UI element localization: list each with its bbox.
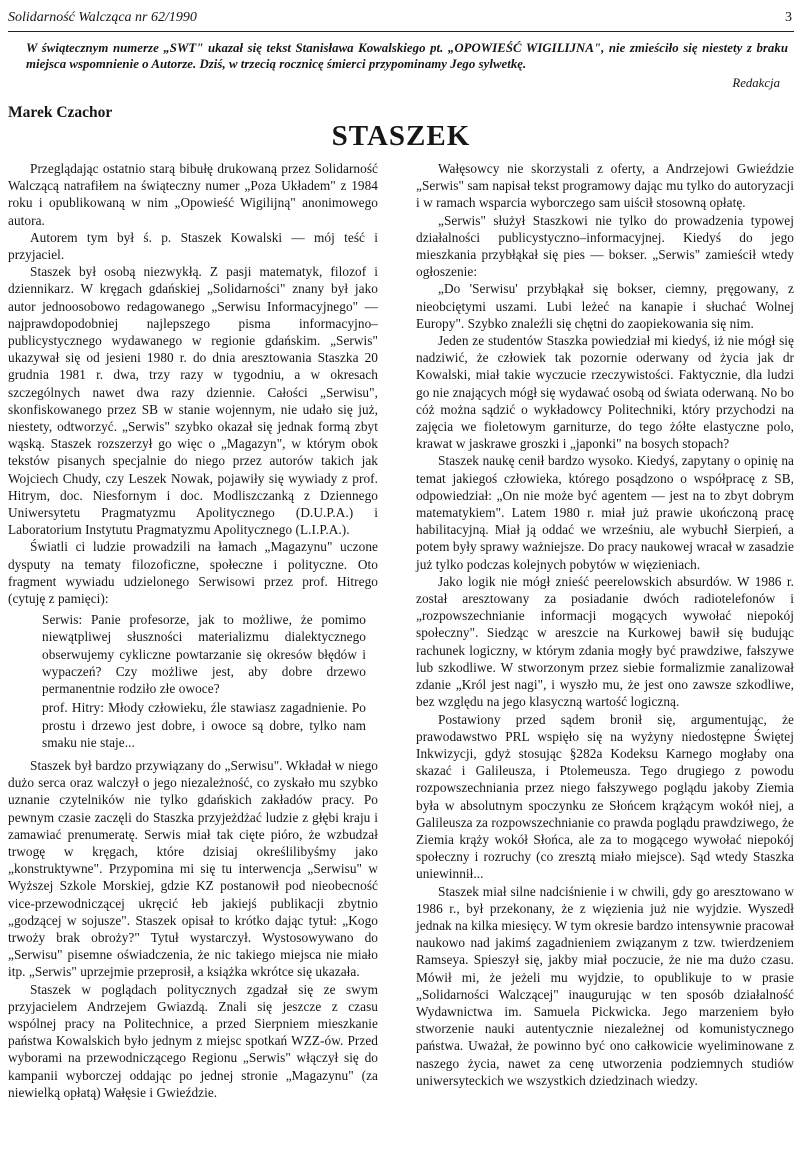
paragraph: Światli ci ludzie prowadzili na łamach „Magazynu" uczone dysputy na tematy filozoficzne, społeczne i polityczne. Oto fragment wywiadu udzielonego Serwisowi przez prof. Hitrego (cytuję z pamięci):: [8, 539, 378, 607]
paragraph: Autorem tym był ś. p. Staszek Kowalski — mój teść i przyjaciel.: [8, 229, 378, 263]
paragraph: Jako logik nie mógł znieść peerelowskich absurdów. W 1986 r. został aresztowany za posiadanie dwóch radiotelefonów i „rozpowszechnianie informacji mogących wywołać niepokój społeczny". Siedząc w areszcie na Kurkowej bawił się budując rachunek logiczny, w którym zdania mogły być prawdziwe, fałszywe lub szkodliwe. W stworzonym przez siebie formalizmie zanalizował zdanie „Król jest nagi", i wyszło mu, że jest ono zawsze szkodliwe, bez względu na jego klasyczną wartość logiczną.: [416, 573, 794, 710]
paragraph: Wałęsowcy nie skorzystali z oferty, a Andrzejowi Gwieździe „Serwis" sam napisał tekst programowy dając mu tylko do autoryzacji i w ramach wsparcia wyborczego sam uiścił stosowną opłatę.: [416, 161, 794, 211]
journal-issue: Solidarność Walcząca nr 62/1990: [8, 10, 197, 25]
page-number: 3: [785, 10, 792, 25]
interview-quote: [42, 611, 366, 751]
paragraph: Staszek miał silne nadciśnienie i w chwili, gdy go aresztowano w 1986 r., był przekonany, że z więzienia już nie wyjdzie. Wyszedł jednak na kilka miesięcy. W tym okresie bardzo intensywnie pracował naukowo nad jakimś zagadnieniem związanym z tzw. twierdzeniem Ramseya. Spieszył się, jakby miał poczucie, że nie ma dużo czasu. Mówił mi, że jeżeli mu wyjdzie, to opublikuje to w prasie „Solidarności Walczącej" inaugurując w ten sposób działalność Wydawnictwa im. Samuela Pickwicka. Jego marzeniem było stworzenie nauki autentycznie niezależnej od komunistycznego państwa. Uważał, że powinno być ono całkowicie wyeliminowane z naszego życia, nawet za cenę utworzenia podziemnych studiów uniwersyteckich we wszystkich dziedzinach wiedzy.: [416, 883, 794, 1088]
editor-note: W świątecznym numerze „SWT" ukazał się tekst Stanisława Kowalskiego pt. „OPOWIEŚĆ WIGILIJNA", nie zmieściło się niestety z braku miejsca wspomnienie o Autorze. Dziś, w trzecią rocznicę śmierci przypominamy Jego sylwetkę.: [26, 41, 788, 71]
article-title: STASZEK: [331, 120, 471, 152]
paragraph: Staszek był osobą niezwykłą. Z pasji matematyk, filozof i dziennikarz. W kręgach gdańskiej „Solidarności" znany był jako autor jednoosobowo redagowanego „Serwisu Informacyjnego" — najprawdopodobniej najlepszego pisma informacyjno–publicystycznego wydawanego w regionie gdańskim. „Serwis" ukazywał się od jesieni 1980 r. do dnia aresztowania Staszka 20 grudnia 1981 r. dwa, trzy razy w tygodniu, a w okresach szczególnych nawet dwa razy dziennie. Całości „Serwisu", skonfiskowanego przez SB w stanie wojennym, nie udało się już, niestety, odtworzyć. „Serwis" szybko okazał się jednak formą zbyt wąską. Staszek rozszerzył go więc o „Magazyn", w którym obok tekstów pisanych specjalnie do niego przez autorów takich jak Wojciech Chudy, czy Leszek Nowak, pojawiły się wywiady z prof. Hitrym, doc. Niesfornym i doc. Modliszczanką z Dziennego Uniwersytetu Pragmatyzmu Apolitycznego (D.U.P.A.) i Laboratorium Instytutu Pragmatyzmu Apolitycznego (L.I.P.A.).: [8, 264, 378, 538]
paragraph: Staszek naukę cenił bardzo wysoko. Kiedyś, zapytany o opinię na temat jakiegoś człowieka, którego posądzono o współpracę z SB, odpowiedział: „On nie może być agentem — jest na to zbyt dobrym matematykiem". Latem 1980 r. miał już prawie ukończoną pracę habilitacyjną. Miał ją oddać we wrześniu, ale wybuchł Sierpień, a potem były sprawy ważniejsze. Do pracy naukowej wracał w zasadzie już tylko podczas kolejnych pobytów w więzieniach.: [416, 453, 794, 572]
editor-signature: Redakcja: [732, 76, 780, 90]
column-right: [416, 160, 794, 1089]
paragraph: Przeglądając ostatnio starą bibułę drukowaną przez Solidarność Walczącą natrafiłem na świąteczny numer „Poza Układem" z 1984 roku i opublikowaną w nim „Opowieść Wigilijną" anonimowego autora.: [8, 161, 378, 228]
quote-question: Serwis: Panie profesorze, jak to możliwe, że pomimo niewątpliwej słuszności materializmu dialektycznego obserwujemy cykliczne powtarzanie się okresów błędów i wypaczeń? Czy możliwe jest, aby dobre drzewo permanentnie rodziło złe owoce?: [42, 612, 366, 697]
article-author: Marek Czachor: [8, 104, 113, 121]
paragraph: Postawiony przed sądem bronił się, argumentując, że prawodawstwo PRL wspięło się na wyżyny niedostępne Świętej Inkwizycji, gdyż stosując §282a Kodeksu Karnego mogłaby ona skazać i Galileusza, i Ptolemeusza. Tego drugiego z powodu rozpowszechniania przez niego fałszywego poglądu jakoby Ziemia była w absolutnym spoczynku ze Słońcem krążącym wokół niej, a Galileusza za rozpowszechnianie co prawda poglądu prawdziwego, że Ziemia krąży wokół Słońca, ale za to mogącego wywołać niepokój społeczny i rozruchy (co zresztą miało miejsce). Sąd wtedy Staszka uniewinnił...: [416, 711, 794, 882]
paragraph: „Serwis" służył Staszkowi nie tylko do prowadzenia typowej działalności publicystyczno–informacyjnej. Kiedyś do jego mieszkania przybłąkał się pies — bokser. „Serwis" zamieścił wtedy ogłoszenie:: [416, 212, 794, 280]
paragraph: „Do 'Serwisu' przybłąkał się bokser, ciemny, pręgowany, z nieobciętymi uszami. Lubi leżeć na kanapie i słuchać Wolnej Europy". Szybko znaleźli się chętni do zaopiekowania się nim.: [416, 281, 794, 331]
paragraph: Jeden ze studentów Staszka powiedział mi kiedyś, iż nie mógł się nadziwić, że człowiek tak pozornie oderwany od życia jak dr Kowalski, miał takie wyczucie rzeczywistości. Faktycznie, dla ludzi go nie znających mógł się wydawać osobą od świata oderwaną. No bo cóż można sądzić o wykładowcy Politechniki, który przychodzi na zajęcia we fioletowym garniturze, do tego żółte elastyczne polo, krawat w jaskrawe groszki i „japonki" na bosych stopach?: [416, 333, 794, 452]
column-left: [8, 160, 378, 1101]
quote-answer: prof. Hitry: Młody człowieku, źle stawiasz zagadnienie. Po prostu i drzewo jest dobre, i owoce są dobre, tylko nam smaku nie staje...: [42, 700, 366, 750]
paragraph: Staszek w poglądach politycznych zgadzał się ze swym przyjacielem Andrzejem Gwiazdą. Znali się jeszcze z czasu wspólnej pracy na Politechnice, a przed Sierpniem mieszkanie państwa Kowalskich było jednym z miejsc spotkań WZZ-ów. Przed wyborami na przewodniczącego Regionu „Serwis" włączył się do kampanii wyborczej oddając po jednej stronie „Magazynu" (za niewielką opłatą) Wałęsie i Gwieździe.: [8, 981, 378, 1100]
paragraph: Staszek był bardzo przywiązany do „Serwisu". Wkładał w niego dużo serca oraz walczył o jego niezależność, co zyskało mu szybko uznanie czytelników nie tylko gdańskich zakładów pracy. Po pewnym czasie zaczęli do Staszka przyjeżdżać ludzie z głębi kraju i zamawiać prenumeratę. Serwis miał tak cięte pióro, że wzbudzał trwogę w kręgach, które dzisiaj określilibyśmy jako „konstruktywne". Przypomina mi się tu interwencja „Serwisu" w Wyższej Szkole Morskiej, gdzie KZ postanowił pod nieobecność vice-przewodniczącej ukręcić łeb jakiejś publikacji zbytnio „godzącej w sojusze". Staszek opisał to krótko dając tytuł: „Kogo trwoży brak obroży?" Tytuł wystarczył. Wystosowywano do „Serwisu" pisemne oświadczenia, że nic takiego miejsca nie miało itp. „Serwis" uprzejmie przeprosił, a książka wkrótce się ukazała.: [8, 757, 378, 980]
running-header: [8, 8, 794, 32]
